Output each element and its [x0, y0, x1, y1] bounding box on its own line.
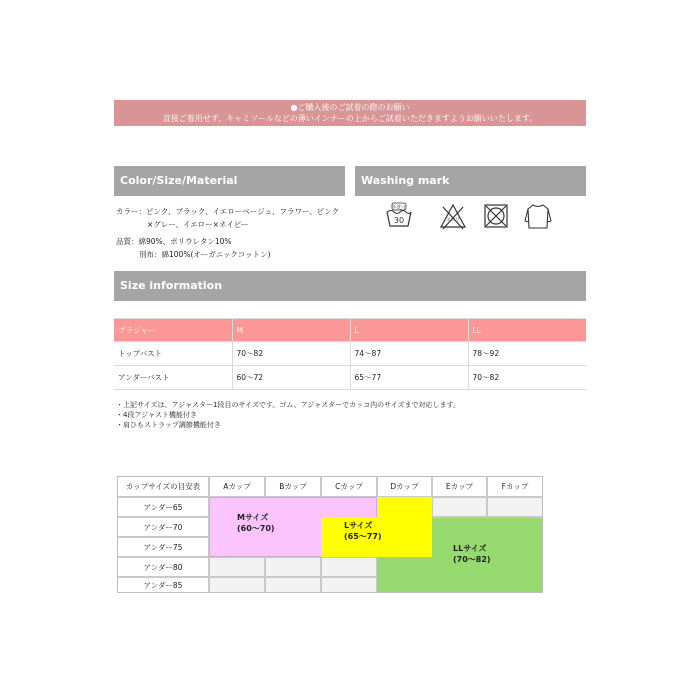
- color-line-1: カラー：ピンク、ブラック、イエローベージュ、フラワー、ピンク: [116, 207, 340, 216]
- empty-cell: [209, 557, 265, 577]
- cup-header: Eカップ: [432, 476, 487, 497]
- l-size-title: Lサイズ: [344, 521, 373, 530]
- under-label: アンダー80: [117, 557, 209, 577]
- l-size-label: [344, 520, 382, 542]
- size-table-header-row: [114, 319, 586, 342]
- table-cell: アンダーバスト: [114, 366, 232, 390]
- size-note: ・上記サイズは、アジャスター1段目のサイズです。ゴム、アジャスターでカッコ内のサイズまで対応します。: [116, 401, 460, 409]
- under-label: アンダー85: [117, 577, 209, 593]
- table-cell: 74～87: [350, 342, 468, 366]
- no-bleach-icon: [439, 202, 467, 230]
- cup-header: Cカップ: [321, 476, 377, 497]
- size-note: ・4段アジャスト機能付き: [116, 411, 198, 419]
- l-size-range: (65～77): [344, 532, 382, 541]
- cup-header: Aカップ: [209, 476, 265, 497]
- size-table-header-cell: M: [232, 319, 350, 342]
- l-size-region: [377, 497, 432, 557]
- table-cell: 65～77: [350, 366, 468, 390]
- empty-cell: [265, 557, 321, 577]
- empty-cell: [321, 577, 377, 593]
- m-size-label: [237, 512, 275, 534]
- empty-cell: [432, 497, 487, 517]
- notice-banner: [114, 100, 586, 126]
- size-table-header-cell: ブラジャー: [114, 319, 232, 342]
- washing-mark-header: Washing mark: [355, 166, 586, 196]
- size-information-header: Size information: [114, 271, 586, 301]
- hand-wash-label: 手洗イ: [391, 204, 407, 211]
- no-tumble-dry-icon: [482, 202, 510, 230]
- cup-header: Bカップ: [265, 476, 321, 497]
- notice-title: ●ご購入後のご試着の際のお願い: [290, 103, 410, 112]
- cup-chart-corner: カップサイズの目安表: [117, 476, 209, 497]
- under-label: アンダー65: [117, 497, 209, 517]
- table-cell: 60～72: [232, 366, 350, 390]
- cup-size-chart: [117, 476, 543, 593]
- m-size-range: (60～70): [237, 524, 275, 533]
- table-cell: 70～82: [468, 366, 586, 390]
- under-label: アンダー75: [117, 537, 209, 557]
- ll-size-region-extension: [377, 557, 432, 593]
- cup-header: Dカップ: [377, 476, 432, 497]
- size-table: [114, 318, 586, 390]
- table-cell: 78～92: [468, 342, 586, 366]
- material-line-1: 品質：綿90%、ポリウレタン10%: [116, 237, 232, 246]
- m-size-title: Mサイズ: [237, 513, 269, 522]
- table-cell: 70～82: [232, 342, 350, 366]
- notice-text: 直接ご着用せず、キャミソールなどの薄いインナーの上からご試着いただきますようお願いいたします。: [162, 114, 538, 123]
- bleach-label: エンソ: [446, 218, 460, 223]
- table-row: [114, 366, 586, 390]
- cup-header: Fカップ: [487, 476, 543, 497]
- color-size-material-header: Color/Size/Material: [114, 166, 345, 196]
- size-notes: [116, 400, 460, 430]
- hang-dry-icon: [524, 202, 552, 230]
- color-line-2: ×グレー、イエロー×ネイビー: [147, 220, 249, 229]
- hand-wash-temp: 30: [393, 216, 405, 225]
- size-note: ・肩ひもストラップ調節機能付き: [116, 421, 221, 429]
- size-table-header-cell: L: [350, 319, 468, 342]
- empty-cell: [321, 557, 377, 577]
- under-label: アンダー70: [117, 517, 209, 537]
- empty-cell: [209, 577, 265, 593]
- table-cell: トップバスト: [114, 342, 232, 366]
- material-line-2: 別布：綿100%(オーガニックコットン): [139, 250, 271, 259]
- ll-size-label: [453, 543, 491, 565]
- empty-cell: [265, 577, 321, 593]
- size-table-header-cell: LL: [468, 319, 586, 342]
- ll-size-range: (70～82): [453, 555, 491, 564]
- hand-wash-30-icon: [385, 202, 413, 230]
- table-row: [114, 342, 586, 366]
- ll-size-title: LLサイズ: [453, 544, 487, 553]
- empty-cell: [487, 497, 543, 517]
